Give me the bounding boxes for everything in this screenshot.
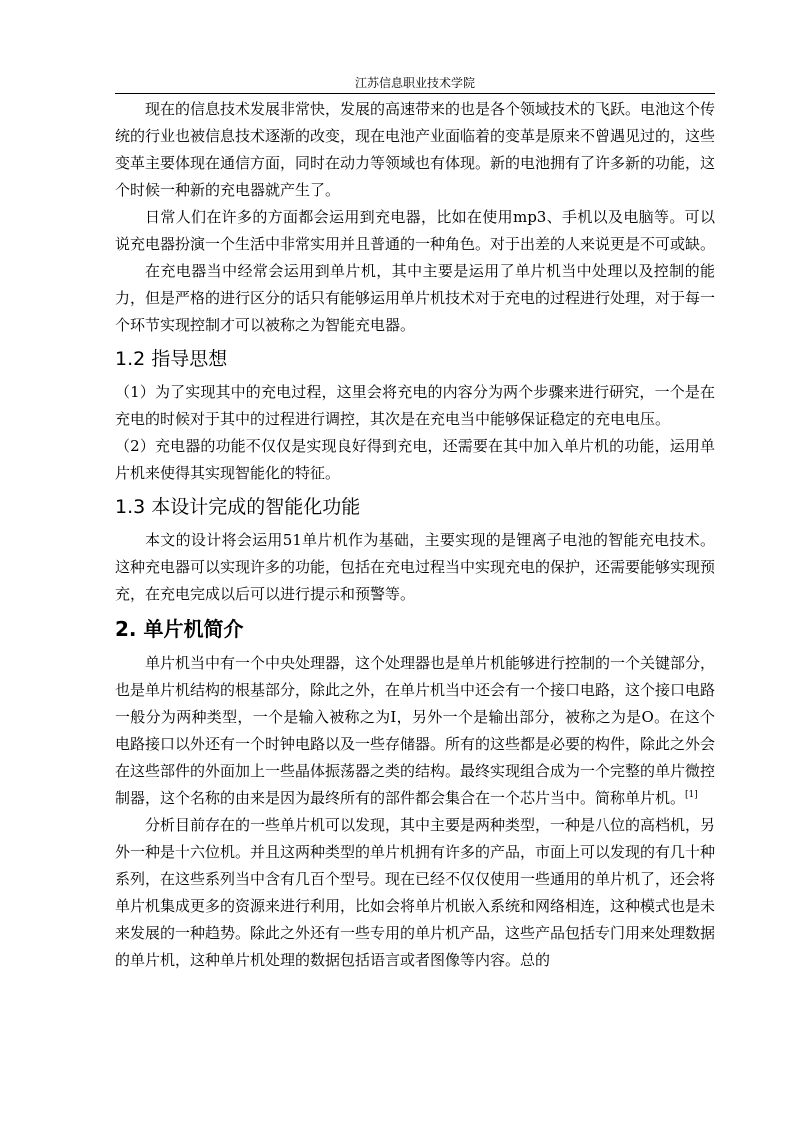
section-2-title: 2. 单片机简介 <box>115 617 244 641</box>
document-body <box>115 96 715 974</box>
intro-paragraph-3: 在充电器当中经常会运用到单片机，其中主要是运用了单片机当中处理以及控制的能力，但是严格的进行区分的话只有能够运用单片机技术对于充电的过程进行处理，对于每一个环节实现控制才可以被称之为智能充电器。 <box>115 262 716 334</box>
design-paragraph: 本文的设计将会运用51单片机作为基础，主要实现的是锂离子电池的智能充电技术。这种充电器可以实现许多的功能，包括在充电过程当中实现充电的保护，还需要能够实现预充，在充电完成以后可以进行提示和预警等。 <box>115 531 716 603</box>
intro-paragraph-1: 现在的信息技术发展非常快，发展的高速带来的也是各个领域技术的飞跃。电池这个传统的行业也被信息技术逐渐的改变，现在电池产业面临着的变革是原来不曾遇见过的，这些变革主要体现在通信方面，同时在动力等领域也有体现。新的电池拥有了许多新的功能，这个时候一种新的充电器就产生了。 <box>115 100 716 199</box>
page-header: 江苏信息职业技术学院 <box>354 76 475 90</box>
header-rule <box>115 93 715 94</box>
mcu-paragraph-2: 分析目前存在的一些单片机可以发现，其中主要是两种类型，一种是八位的高档机，另外一种是十六位机。并且这两种类型的单片机拥有许多的产品，市面上可以发现的有几十种系列，在这些系列当中含有几百个型号。现在已经不仅仅使用一些通用的单片机了，还会将单片机集成更多的资源来进行利用，比如会将单片机嵌入系统和网络相连，这种模式也是未来发展的一种趋势。除此之外还有一些专用的单片机产品，这些产品包括专门用来处理数据的单片机，这种单片机处理的数据包括语言或者图像等内容。总的 <box>115 816 716 969</box>
mcu-paragraph-1-text: 单片机当中有一个中央处理器，这个处理器也是单片机能够进行控制的一个关键部分，也是单片机结构的根基部分，除此之外，在单片机当中还会有一个接口电路，这个接口电路一般分为两种类型，一个是输入被称之为I，另外一个是输出部分，被称之为是O。在这个电路接口以外还有一个时钟电路以及一些存储器。所有的这些都是必要的构件，除此之外会在这些部件的外面加上一些晶体振荡器之类的结构。最终实现组合成为一个完整的单片微控制器，这个名称的由来是因为最终所有的部件都会集合在一个芯片当中。简称单片机。 <box>115 654 716 807</box>
intro-paragraph-2: 日常人们在许多的方面都会运用到充电器，比如在使用mp3、手机以及电脑等。可以说充电器扮演一个生活中非常实用并且普通的一种角色。对于出差的人来说更是不可或缺。 <box>115 208 716 253</box>
guideline-item-1: （1）为了实现其中的充电过程，这里会将充电的内容分为两个步骤来进行研究，一个是在充电的时候对于其中的过程进行调控，其次是在充电当中能够保证稳定的充电电压。 <box>115 383 715 428</box>
section-1-2-title: 1.2 指导思想 <box>115 348 228 370</box>
mcu-paragraph-1 <box>115 650 715 812</box>
citation-marker[interactable]: [1] <box>685 790 698 800</box>
section-1-3-title: 1.3 本设计完成的智能化功能 <box>115 496 361 518</box>
guideline-item-2: （2）充电器的功能不仅仅是实现良好得到充电，还需要在其中加入单片机的功能，运用单片机来使得其实现智能化的特征。 <box>115 437 715 482</box>
